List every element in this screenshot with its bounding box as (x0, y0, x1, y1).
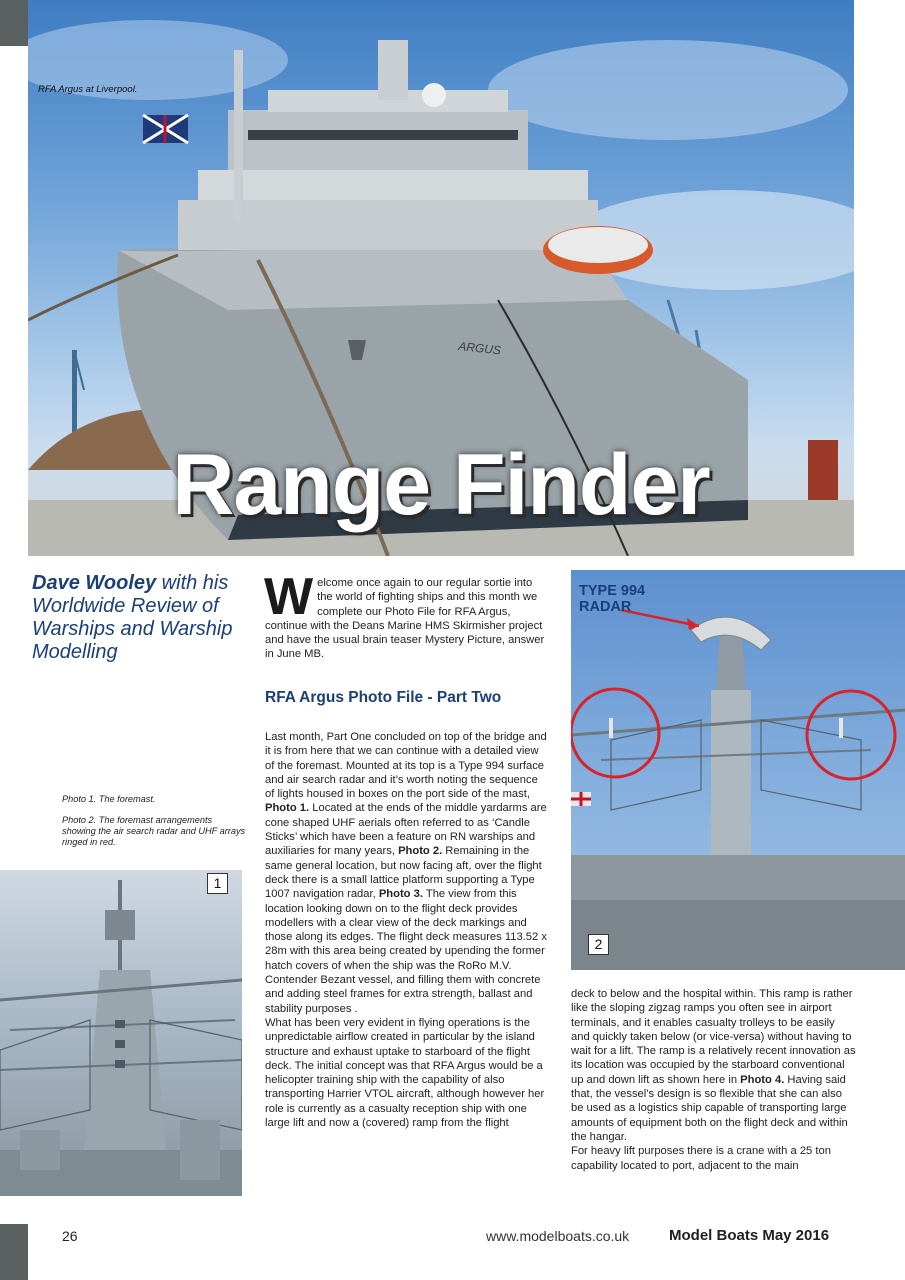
radar-label-line1: TYPE 994 (579, 583, 646, 599)
paragraph-text: Located at the ends of the middle yardarms are cone shaped UHF aerials often referred to as ‘Candle Sticks’ which have been a feature on RN warships and auxiliaries for many years, (265, 802, 547, 858)
article-intro (264, 568, 549, 662)
hull-name: ARGUS (457, 339, 502, 358)
paragraph (571, 987, 856, 1144)
photo-ref: Photo 2. (398, 845, 443, 858)
radar-label (579, 583, 645, 615)
footer-url[interactable]: www.modelboats.co.uk (486, 1228, 630, 1244)
article-body-right (571, 987, 856, 1173)
dropcap: W (264, 568, 314, 626)
photo-ref: Photo 4. (740, 1073, 785, 1086)
photo-2 (571, 570, 905, 970)
caption-photo1: Photo 1. The foremast. (62, 794, 156, 804)
paragraph-text: Last month, Part One concluded on top of the bridge and it is from here that we can continue with a detailed view of the foremast. Mounted at its top is a Type 994 surface and air search radar and it’s worth noting the sequence of lights housed in boxes on the port side of the mast, (265, 731, 547, 801)
paragraph-text: The view from this location looking down on to the flight deck provides modellers with a clear view of the deck markings and those along its edges. The flight deck measures 113.52 x 28m with this area being created by upending the former hatch covers of when the ship was the RoRo M.V. Contender Bezant vessel, and filling them with concrete and adding steel frames for extra strength, ballast and stability purposes . (265, 888, 547, 1015)
article-body-middle (265, 730, 549, 1130)
intro-text: elcome once again to our regular sortie into the world of fighting ships and this month we complete our Photo File for RFA Argus, continue with the Deans Marine HMS Skirmisher project and have the usual brain teaser Mystery Picture, answer in June MB. (265, 577, 545, 661)
paragraph: What has been very evident in flying operations is the unpredictable airflow created in particular by the island structure and exhaust uptake to starboard of the flight deck. The initial concept was that RFA Argus would be a helicopter training ship with the capability of also transporting Harrier VTOL aircraft, although however her role is currently as a casualty reception ship with one large lift and now a (covered) ramp from the flight (265, 1016, 545, 1130)
photo-ref: Photo 3. (378, 888, 423, 901)
photo-number: 1 (207, 873, 228, 894)
footer-stripe (0, 1224, 28, 1280)
photo-number: 2 (588, 934, 609, 955)
paragraph-text: deck to below and the hospital within. This ramp is rather like the sloping zigzag ramps you often see in airport terminals, and it enables casualty trolleys to be easily and quickly taken below (or vice-versa) without having to wait for a lift. The ramp is a relatively recent innovation as its location was occupied by the starboard conventional up and down lift as shown here in (571, 988, 856, 1086)
author-name: Dave Wooley (32, 572, 157, 594)
paragraph: For heavy lift purposes there is a crane with a 25 ton capability located to port, adjacent to the main (571, 1145, 831, 1172)
standfirst-text: with his Worldwide Review of Warships and Warship Modelling (32, 572, 233, 663)
radar-illustration (571, 570, 905, 970)
standfirst (32, 572, 252, 664)
photo-1 (0, 870, 242, 1196)
foremast-illustration (0, 870, 242, 1196)
hero-photo (28, 0, 854, 556)
photo-ref: Photo 1. (265, 802, 310, 815)
radar-label-line2: RADAR (579, 599, 632, 615)
caption-photo2: Photo 2. The foremast arrangements showing the air search radar and UHF arrays ringed in red. (62, 815, 246, 847)
photo-captions (62, 794, 247, 848)
page-number: 26 (62, 1228, 78, 1244)
paragraph (265, 730, 549, 1016)
hero-caption: RFA Argus at Liverpool. (38, 84, 138, 95)
footer-magazine: Model Boats May 2016 (669, 1227, 830, 1244)
headline: Range Finder (172, 437, 710, 533)
subhead: RFA Argus Photo File - Part Two (265, 689, 502, 706)
paragraph-text: Having said that, the vessel’s design is so flexible that she can also be used as a logistics ship capable of transporting large amounts of equipment both on the flight deck and within the hangar. (571, 1073, 848, 1143)
paragraph-text: Remaining in the same general location, but now facing aft, over the flight deck there is a small lattice platform supporting a Type 1007 navigation radar, (265, 845, 542, 901)
